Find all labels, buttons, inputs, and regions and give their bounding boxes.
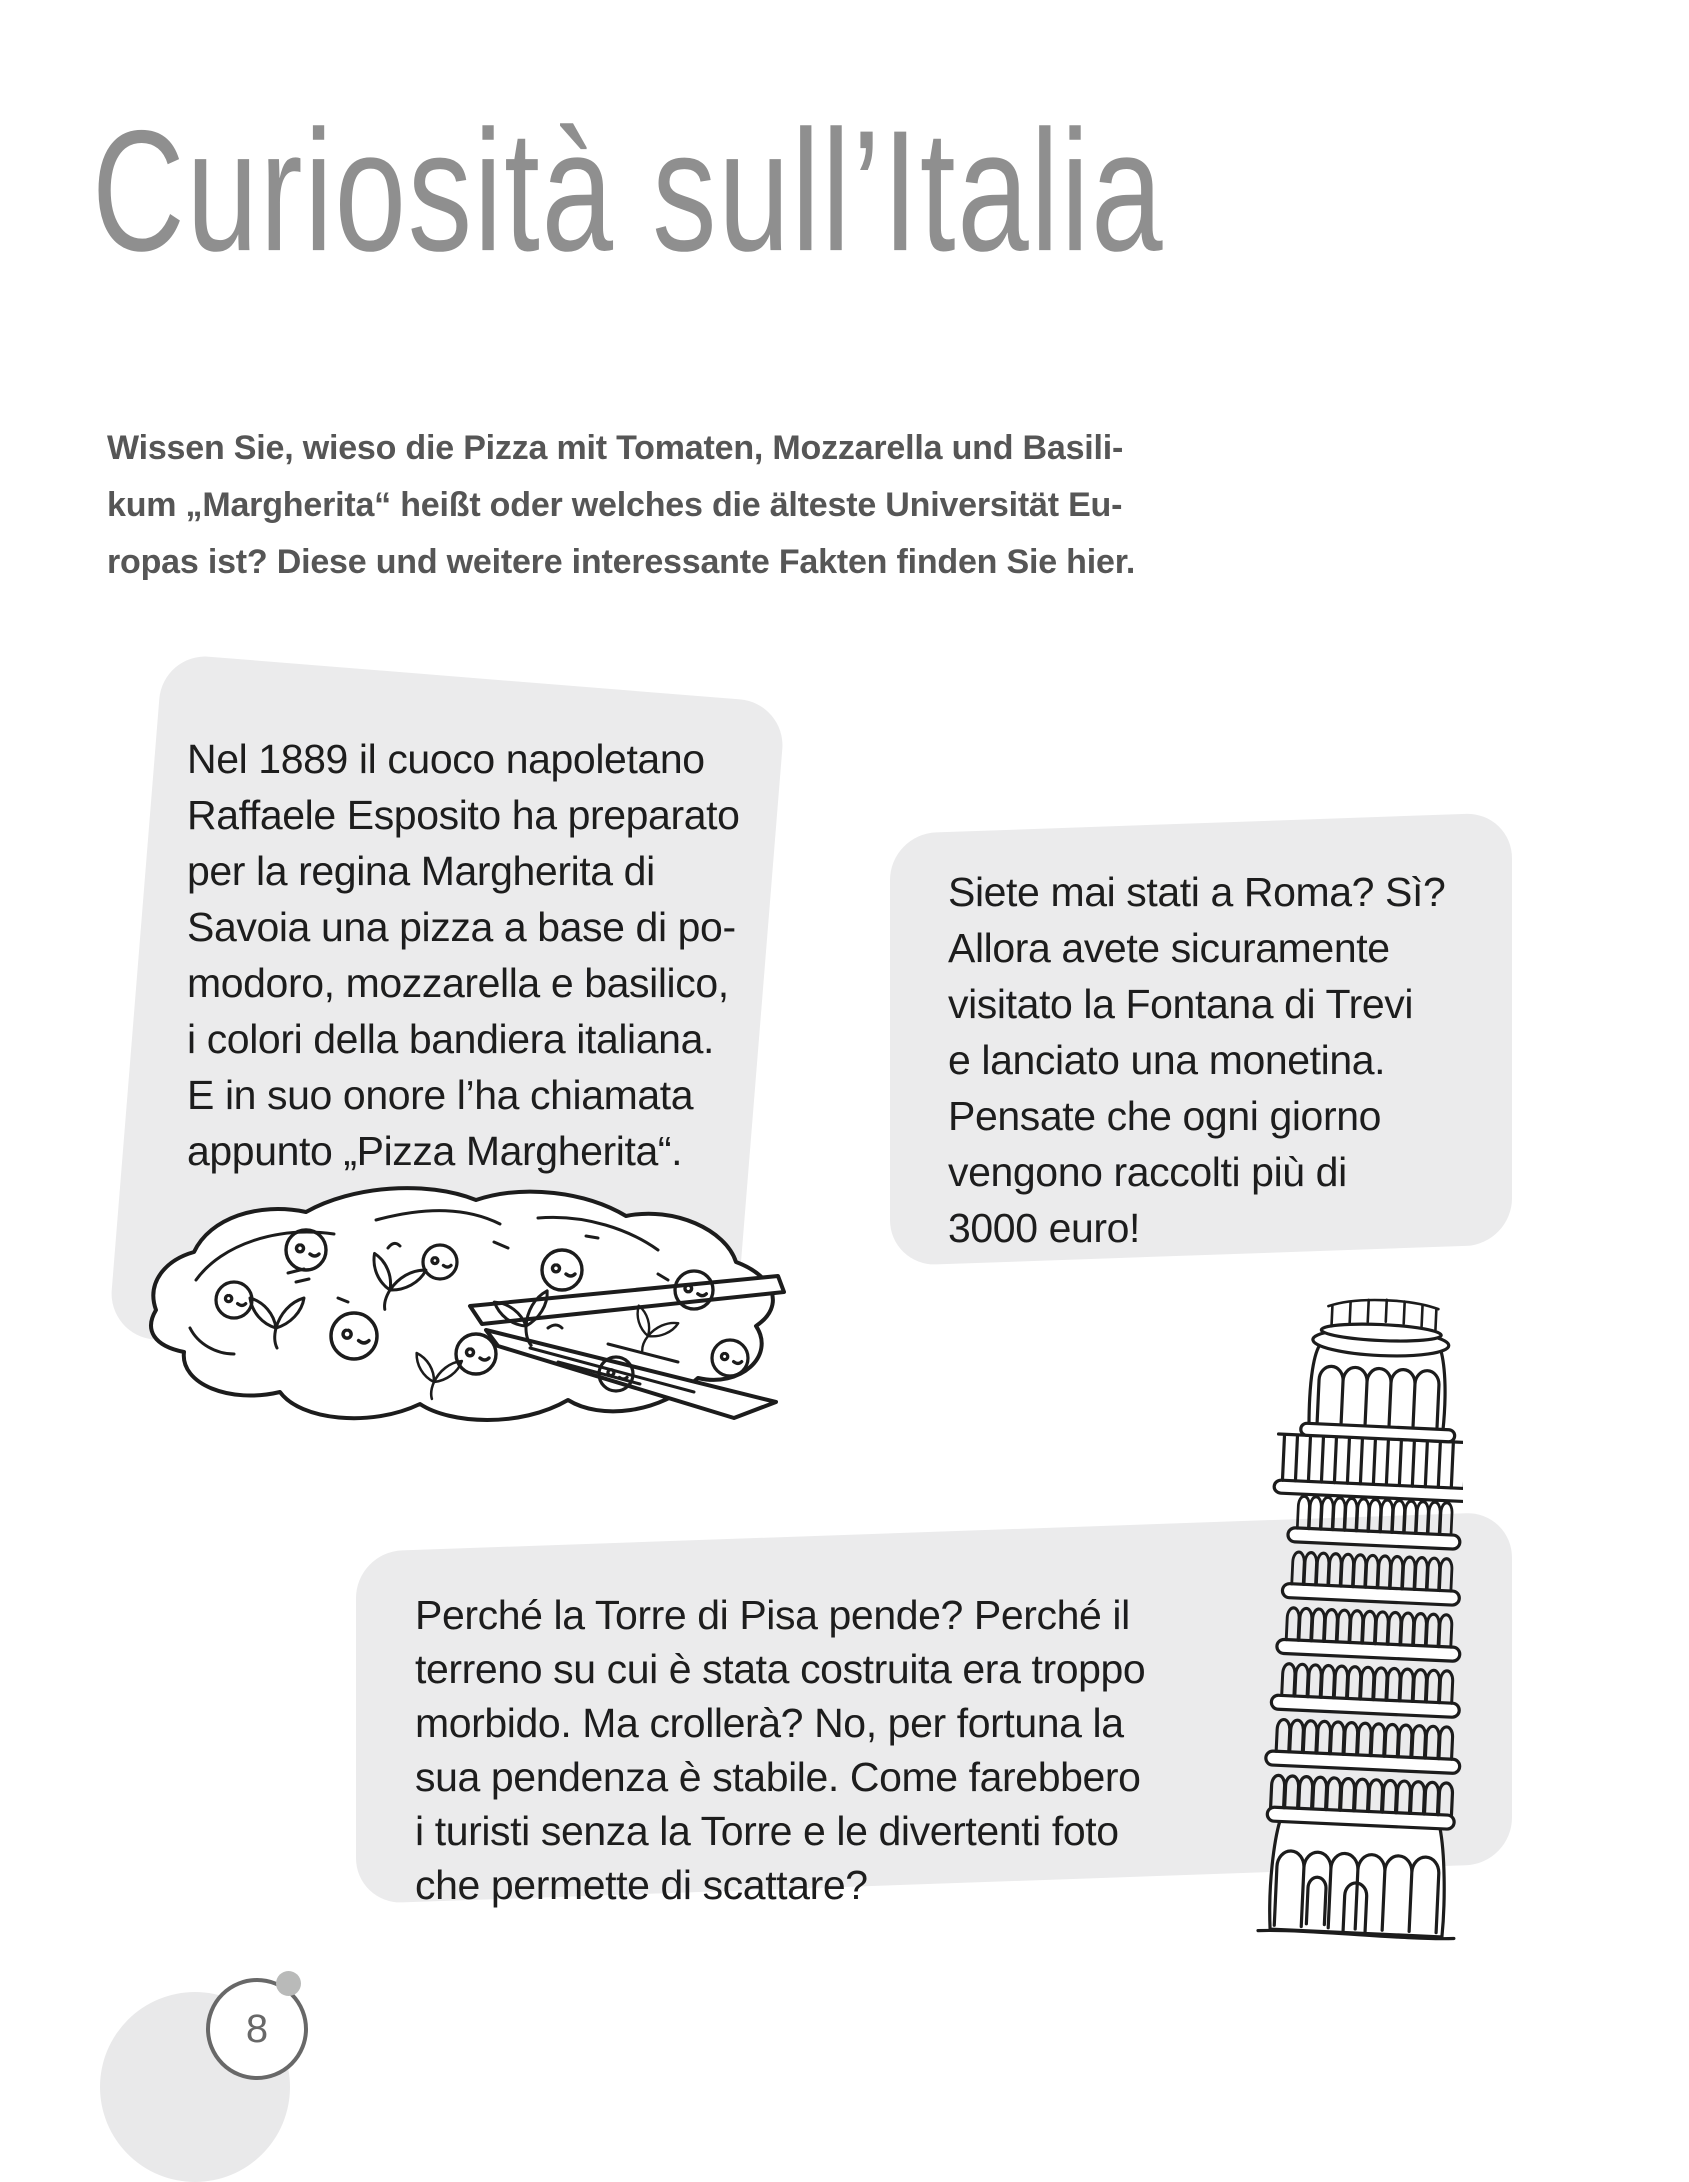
card-text-line: Raffaele Esposito ha preparato bbox=[187, 792, 740, 838]
card-text-line: vengono raccolti più di bbox=[948, 1149, 1347, 1195]
pizza-sketch-icon bbox=[138, 1178, 793, 1430]
card-text-line: E in suo onore l’ha chiamata bbox=[187, 1072, 694, 1118]
card-text-line: morbido. Ma crollerà? No, per fortuna la bbox=[415, 1700, 1124, 1746]
card-text-line: 3000 euro! bbox=[948, 1205, 1141, 1251]
card-text-line: Siete mai stati a Roma? Sì? bbox=[948, 869, 1446, 915]
card-text-line: sua pendenza è stabile. Come farebbero bbox=[415, 1754, 1141, 1800]
card-text-line: appunto „Pizza Margherita“. bbox=[187, 1128, 683, 1174]
card-text-line: per la regina Margherita di bbox=[187, 848, 655, 894]
card-fontana-di-trevi-text bbox=[948, 864, 1445, 1256]
card-text-line: modoro, mozzarella e basilico, bbox=[187, 960, 729, 1006]
badge-dot-icon bbox=[276, 1971, 301, 1996]
card-text-line: i turisti senza la Torre e le divertenti foto bbox=[415, 1808, 1119, 1854]
intro-line: Wissen Sie, wieso die Pizza mit Tomaten, Mozzarella und Basili- bbox=[107, 429, 1124, 467]
card-text-line: Savoia una pizza a base di po- bbox=[187, 904, 736, 950]
card-text-line: che permette di scattare? bbox=[415, 1862, 868, 1908]
page-number: 8 bbox=[245, 2006, 269, 2051]
card-text-line: e lanciato una monetina. bbox=[948, 1037, 1386, 1083]
page-title: Curiosità sull’Italia bbox=[92, 94, 1165, 287]
card-text-line: Nel 1889 il cuoco napoletano bbox=[187, 736, 705, 782]
card-torre-di-pisa-text bbox=[415, 1588, 1145, 1912]
card-pizza-margherita-text bbox=[187, 731, 740, 1179]
card-text-line: Allora avete sicuramente bbox=[948, 925, 1390, 971]
intro-line: ropas ist? Diese und weitere interessante Fakten finden Sie hier. bbox=[107, 543, 1136, 581]
card-text-line: terreno su cui è stata costruita era troppo bbox=[415, 1646, 1146, 1692]
card-text-line: visitato la Fontana di Trevi bbox=[948, 981, 1414, 1027]
card-text-line: i colori della bandiera italiana. bbox=[187, 1016, 714, 1062]
card-text-line: Perché la Torre di Pisa pende? Perché il bbox=[415, 1592, 1130, 1638]
leaning-tower-of-pisa-sketch-icon bbox=[1248, 1278, 1463, 1946]
card-text-line: Pensate che ogni giorno bbox=[948, 1093, 1382, 1139]
intro-line: kum „Margherita“ heißt oder welches die älteste Universität Eu- bbox=[107, 486, 1123, 524]
intro-paragraph bbox=[107, 420, 1467, 591]
